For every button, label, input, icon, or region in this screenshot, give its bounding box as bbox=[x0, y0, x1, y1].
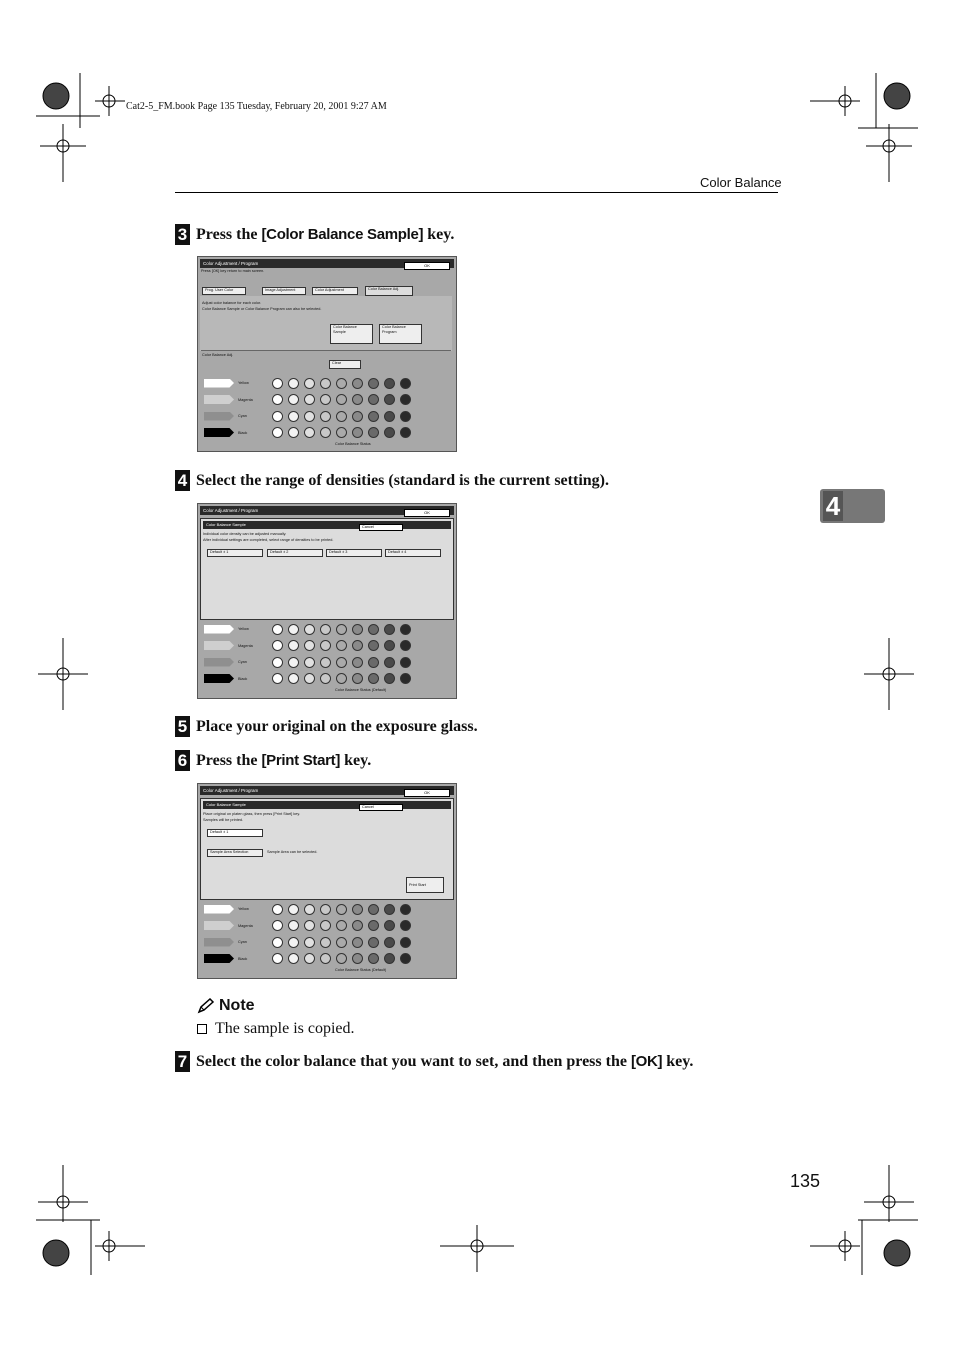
density-button[interactable] bbox=[400, 411, 411, 422]
density-button[interactable] bbox=[368, 920, 379, 931]
screen-title-text: Color Adjustment / Program bbox=[203, 508, 259, 513]
selected-range: Default ± 1 bbox=[207, 829, 263, 837]
key-label: [OK] bbox=[630, 1052, 663, 1070]
density-button[interactable] bbox=[304, 378, 315, 389]
density-button[interactable] bbox=[384, 657, 395, 668]
density-button[interactable] bbox=[352, 920, 363, 931]
density-button[interactable] bbox=[304, 640, 315, 651]
desc-line-1: Individual color density can be adjusted manually. bbox=[203, 532, 287, 536]
desc-line-1: Place original on platen glass, then press [Print Start] key. bbox=[203, 812, 301, 816]
density-button[interactable] bbox=[352, 411, 363, 422]
density-button[interactable] bbox=[288, 953, 299, 964]
note-item bbox=[197, 1020, 355, 1038]
density-button[interactable] bbox=[336, 411, 347, 422]
tab-color-balance-adj[interactable]: Color Balance Adj. bbox=[365, 286, 413, 296]
density-button[interactable] bbox=[304, 657, 315, 668]
step-text: Select the color balance that you want to set, and then press the bbox=[196, 1052, 631, 1070]
density-button[interactable] bbox=[272, 904, 283, 915]
density-button[interactable] bbox=[272, 378, 283, 389]
density-button[interactable] bbox=[320, 378, 331, 389]
density-button[interactable] bbox=[336, 394, 347, 405]
density-button[interactable] bbox=[368, 904, 379, 915]
row-label: Black bbox=[238, 676, 248, 681]
density-button[interactable] bbox=[288, 673, 299, 684]
density-button[interactable] bbox=[384, 920, 395, 931]
balance-row-magenta bbox=[204, 640, 416, 652]
balance-row-black bbox=[204, 953, 416, 965]
ok-button[interactable]: OK bbox=[404, 509, 450, 517]
balance-row-cyan bbox=[204, 936, 416, 948]
density-button[interactable] bbox=[384, 411, 395, 422]
density-button[interactable] bbox=[288, 920, 299, 931]
tab-image-adjustment[interactable]: Image Adjustment bbox=[262, 287, 306, 295]
option-default-4[interactable]: Default ± 4 bbox=[385, 549, 441, 557]
clear-button[interactable]: Clear bbox=[329, 360, 361, 369]
density-button[interactable] bbox=[320, 427, 331, 438]
ok-button[interactable]: OK bbox=[404, 789, 450, 797]
density-button[interactable] bbox=[352, 624, 363, 635]
density-button[interactable] bbox=[320, 657, 331, 668]
density-button[interactable] bbox=[304, 411, 315, 422]
density-button[interactable] bbox=[320, 394, 331, 405]
density-button[interactable] bbox=[352, 953, 363, 964]
density-button[interactable] bbox=[288, 394, 299, 405]
density-button[interactable] bbox=[368, 427, 379, 438]
density-button[interactable] bbox=[400, 937, 411, 948]
color-swatch bbox=[204, 412, 234, 421]
density-button[interactable] bbox=[368, 937, 379, 948]
density-button[interactable] bbox=[368, 394, 379, 405]
density-button[interactable] bbox=[304, 920, 315, 931]
color-swatch bbox=[204, 938, 234, 947]
status-label: Color Balance Status (Default) bbox=[335, 968, 387, 972]
density-button[interactable] bbox=[304, 937, 315, 948]
density-button[interactable] bbox=[304, 673, 315, 684]
density-button[interactable] bbox=[400, 394, 411, 405]
density-button[interactable] bbox=[288, 657, 299, 668]
density-button[interactable] bbox=[400, 378, 411, 389]
density-button[interactable] bbox=[304, 953, 315, 964]
density-button[interactable] bbox=[320, 673, 331, 684]
density-button[interactable] bbox=[368, 624, 379, 635]
density-button[interactable] bbox=[384, 904, 395, 915]
tab-color-adjustment[interactable]: Color Adjustment bbox=[312, 287, 358, 295]
desc-line-2: After individual settings are completed, select range of densities to be printed. bbox=[203, 538, 334, 542]
density-button[interactable] bbox=[336, 427, 347, 438]
density-button[interactable] bbox=[384, 640, 395, 651]
header-rule bbox=[175, 192, 778, 193]
density-button[interactable] bbox=[384, 394, 395, 405]
density-button[interactable] bbox=[384, 673, 395, 684]
density-button[interactable] bbox=[304, 624, 315, 635]
sample-area-selection-button[interactable]: Sample Area Selection bbox=[207, 849, 263, 857]
balance-row-cyan bbox=[204, 410, 416, 422]
color-swatch bbox=[204, 428, 234, 437]
balance-row-black bbox=[204, 673, 416, 685]
density-button[interactable] bbox=[352, 673, 363, 684]
screenshot-color-balance-sample bbox=[197, 503, 457, 699]
step-number: 5 bbox=[175, 716, 190, 737]
step-text: Press the bbox=[196, 225, 262, 243]
density-button[interactable] bbox=[384, 624, 395, 635]
density-button[interactable] bbox=[320, 953, 331, 964]
dialog-title-text: Color Balance Sample bbox=[206, 522, 246, 527]
screen-title-text: Color Adjustment / Program bbox=[203, 261, 259, 266]
screenshot-print-sample bbox=[197, 783, 457, 979]
screenshot-color-balance-adj bbox=[197, 256, 457, 452]
density-button[interactable] bbox=[288, 904, 299, 915]
density-button[interactable] bbox=[336, 904, 347, 915]
density-button[interactable] bbox=[352, 640, 363, 651]
step-text-end: key. bbox=[423, 225, 455, 243]
density-button[interactable] bbox=[304, 904, 315, 915]
chapter-tab bbox=[820, 489, 885, 523]
density-button[interactable] bbox=[368, 411, 379, 422]
row-label: Yellow bbox=[238, 381, 249, 385]
screen-title bbox=[200, 259, 454, 268]
row-label: Cyan bbox=[238, 660, 247, 664]
row-label: Cyan bbox=[238, 414, 247, 418]
option-default-1[interactable]: Default ± 1 bbox=[207, 549, 263, 557]
density-button[interactable] bbox=[384, 937, 395, 948]
color-swatch bbox=[204, 674, 234, 683]
density-button[interactable] bbox=[288, 411, 299, 422]
row-label: Cyan bbox=[238, 940, 247, 944]
dialog-title-text: Color Balance Sample bbox=[206, 802, 246, 807]
step-text: Press the bbox=[196, 751, 262, 769]
density-button[interactable] bbox=[288, 378, 299, 389]
row-label: Magenta bbox=[238, 397, 253, 402]
step-number: 3 bbox=[175, 224, 190, 245]
density-button[interactable] bbox=[368, 953, 379, 964]
note-title: Note bbox=[219, 997, 255, 1014]
color-balance-program-button[interactable]: Color Balance Program bbox=[379, 324, 422, 344]
color-swatch bbox=[204, 905, 234, 914]
row-label: Magenta bbox=[238, 643, 253, 648]
density-button[interactable] bbox=[384, 427, 395, 438]
row-label: Black bbox=[238, 430, 248, 435]
density-button[interactable] bbox=[368, 378, 379, 389]
chapter-number: 4 bbox=[823, 491, 843, 521]
running-header: Color Balance bbox=[700, 175, 782, 190]
density-button[interactable] bbox=[272, 657, 283, 668]
density-button[interactable] bbox=[352, 904, 363, 915]
density-button[interactable] bbox=[272, 953, 283, 964]
balance-row-yellow bbox=[204, 623, 416, 635]
balance-row-magenta bbox=[204, 920, 416, 932]
density-button[interactable] bbox=[352, 427, 363, 438]
density-button[interactable] bbox=[400, 657, 411, 668]
density-button[interactable] bbox=[272, 411, 283, 422]
color-swatch bbox=[204, 658, 234, 667]
cancel-button[interactable]: Cancel bbox=[359, 524, 403, 531]
screen-title bbox=[200, 506, 454, 515]
density-button[interactable] bbox=[400, 427, 411, 438]
density-button[interactable] bbox=[384, 378, 395, 389]
density-button[interactable] bbox=[336, 624, 347, 635]
density-button[interactable] bbox=[288, 937, 299, 948]
density-button[interactable] bbox=[368, 657, 379, 668]
density-button[interactable] bbox=[368, 673, 379, 684]
density-button[interactable] bbox=[288, 427, 299, 438]
screen-subtitle: Press [OK] key return to main screen. bbox=[201, 269, 265, 273]
density-button[interactable] bbox=[336, 657, 347, 668]
checkbox-icon bbox=[197, 1024, 207, 1034]
color-swatch bbox=[204, 379, 234, 388]
option-default-2[interactable]: Default ± 2 bbox=[267, 549, 323, 557]
density-button[interactable] bbox=[320, 937, 331, 948]
status-label: Color Balance Status (Default) bbox=[335, 688, 387, 692]
step-5 bbox=[175, 716, 478, 737]
step-text: Place your original on the exposure glass. bbox=[196, 717, 478, 735]
sample-dialog bbox=[200, 798, 454, 900]
density-button[interactable] bbox=[352, 378, 363, 389]
step-text-end: key. bbox=[662, 1052, 694, 1070]
print-info: Cat2-5_FM.book Page 135 Tuesday, February 20, 2001 9:27 AM bbox=[126, 101, 387, 112]
density-button[interactable] bbox=[320, 904, 331, 915]
row-label: Magenta bbox=[238, 923, 253, 928]
step-6 bbox=[175, 750, 371, 771]
color-swatch bbox=[204, 641, 234, 650]
density-button[interactable] bbox=[320, 920, 331, 931]
step-3 bbox=[175, 224, 454, 245]
density-button[interactable] bbox=[400, 904, 411, 915]
key-label: [Print Start] bbox=[261, 751, 341, 769]
dialog-title bbox=[203, 521, 451, 529]
balance-row-yellow bbox=[204, 377, 416, 389]
density-button[interactable] bbox=[400, 640, 411, 651]
tab-prog-user-color[interactable]: Prog. User Color bbox=[202, 287, 246, 295]
row-label: Black bbox=[238, 956, 248, 961]
density-button[interactable] bbox=[352, 657, 363, 668]
print-start-button[interactable]: Print Start bbox=[406, 877, 444, 893]
density-button[interactable] bbox=[400, 920, 411, 931]
option-default-3[interactable]: Default ± 3 bbox=[326, 549, 382, 557]
desc-line-1: Adjust color balance for each color. bbox=[202, 301, 262, 305]
color-swatch bbox=[204, 625, 234, 634]
section-label: Color Balance Adj. bbox=[202, 353, 234, 357]
density-button[interactable] bbox=[320, 624, 331, 635]
density-button[interactable] bbox=[336, 673, 347, 684]
screen-title-text: Color Adjustment / Program bbox=[203, 788, 259, 793]
status-label: Color Balance Status bbox=[335, 442, 371, 446]
step-number: 6 bbox=[175, 750, 190, 771]
color-swatch bbox=[204, 921, 234, 930]
density-button[interactable] bbox=[304, 394, 315, 405]
color-swatch bbox=[204, 954, 234, 963]
density-button[interactable] bbox=[400, 673, 411, 684]
row-label: Yellow bbox=[238, 907, 249, 911]
density-button[interactable] bbox=[272, 937, 283, 948]
cancel-button[interactable]: Cancel bbox=[359, 804, 403, 811]
density-button[interactable] bbox=[272, 673, 283, 684]
density-button[interactable] bbox=[272, 427, 283, 438]
step-text: Select the range of densities (standard is the current setting). bbox=[196, 471, 609, 489]
step-number: 4 bbox=[175, 470, 190, 491]
density-button[interactable] bbox=[272, 624, 283, 635]
row-label: Yellow bbox=[238, 627, 249, 631]
balance-row-yellow bbox=[204, 903, 416, 915]
density-button[interactable] bbox=[400, 624, 411, 635]
density-button[interactable] bbox=[288, 624, 299, 635]
density-button[interactable] bbox=[320, 640, 331, 651]
sample-area-text: Sample Area can be selected. bbox=[267, 850, 318, 854]
key-label: [Color Balance Sample] bbox=[261, 225, 424, 243]
density-button[interactable] bbox=[272, 640, 283, 651]
density-button[interactable] bbox=[352, 394, 363, 405]
step-number: 7 bbox=[175, 1051, 190, 1072]
density-button[interactable] bbox=[400, 953, 411, 964]
color-swatch bbox=[204, 395, 234, 404]
sample-dialog bbox=[200, 518, 454, 620]
note-heading bbox=[197, 997, 255, 1015]
density-button[interactable] bbox=[368, 640, 379, 651]
pencil-icon bbox=[197, 998, 215, 1014]
density-button[interactable] bbox=[272, 394, 283, 405]
density-button[interactable] bbox=[336, 937, 347, 948]
step-7 bbox=[175, 1051, 693, 1072]
page-number: 135 bbox=[790, 1171, 821, 1191]
density-button[interactable] bbox=[336, 953, 347, 964]
color-balance-sample-button[interactable]: Color Balance Sample bbox=[330, 324, 373, 344]
density-button[interactable] bbox=[304, 427, 315, 438]
screen-title bbox=[200, 786, 454, 795]
dialog-title bbox=[203, 801, 451, 809]
density-button[interactable] bbox=[336, 920, 347, 931]
desc-line-2: Color Balance Sample or Color Balance Program can also be selected. bbox=[202, 307, 322, 311]
density-button[interactable] bbox=[320, 411, 331, 422]
density-button[interactable] bbox=[352, 937, 363, 948]
note-item-text: The sample is copied. bbox=[215, 1020, 355, 1037]
step-text-end: key. bbox=[340, 751, 372, 769]
desc-line-2: Samples will be printed. bbox=[203, 818, 244, 822]
balance-row-cyan bbox=[204, 656, 416, 668]
ok-button[interactable]: OK bbox=[404, 262, 450, 270]
density-button[interactable] bbox=[288, 640, 299, 651]
step-4 bbox=[175, 470, 609, 491]
balance-row-black bbox=[204, 427, 416, 439]
density-button[interactable] bbox=[336, 378, 347, 389]
density-button[interactable] bbox=[384, 953, 395, 964]
balance-row-magenta bbox=[204, 394, 416, 406]
density-button[interactable] bbox=[272, 920, 283, 931]
density-button[interactable] bbox=[336, 640, 347, 651]
